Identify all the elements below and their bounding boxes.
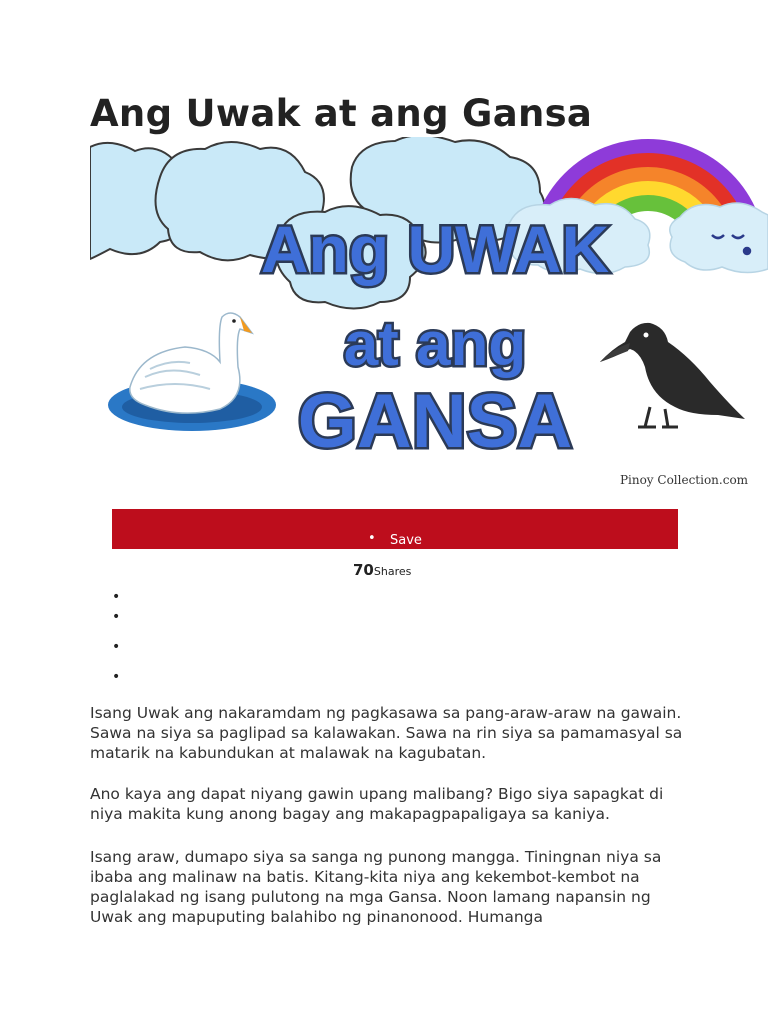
- pinterest-share-button[interactable]: [112, 639, 132, 655]
- hero-title-line2: at ang: [343, 310, 527, 379]
- hero-title-line3: GANSA: [297, 379, 573, 464]
- save-bar: [112, 509, 678, 549]
- story-paragraph: Ano kaya ang dapat niyang gawin upang malibang? Bigo siya sapagkat di niya makita kung anong bagay ang makapagpapaligaya sa kaniya.: [90, 785, 664, 823]
- share-count-label: Shares: [373, 565, 412, 578]
- twitter-share-button[interactable]: [112, 609, 132, 625]
- story-paragraph: Isang araw, dumapo siya sa sanga ng punong mangga. Tiningnan niya sa ibaba ang malinaw na batis. Kitang-kita niya ang kekembot-kembot na paglalakad ng isang pulutong na mga Gansa. Noon lamang napansin ng Uwak ang mapuputing balahibo ng pinanonood. Humanga: [90, 848, 662, 926]
- hero-image: [90, 137, 768, 507]
- email-share-button[interactable]: [112, 669, 132, 685]
- hero-title-line1: Ang UWAK: [260, 212, 610, 286]
- save-label: Save: [390, 533, 422, 548]
- page-title: Ang Uwak at ang Gansa: [90, 92, 593, 135]
- swan-icon: [108, 313, 276, 431]
- facebook-share-button[interactable]: [112, 589, 132, 605]
- share-count-number: 70: [353, 561, 374, 579]
- save-button[interactable]: [368, 531, 422, 548]
- crow-icon: [600, 323, 745, 427]
- bullet-icon: •: [368, 531, 376, 546]
- share-count: [353, 560, 411, 579]
- hero-credit: Pinoy Collection.com: [619, 473, 749, 487]
- story-paragraph: Isang Uwak ang nakaramdam ng pagkasawa sa pang-araw-araw na gawain. Sawa na siya sa paglipad sa kalawakan. Sawa na rin siya sa pamamasyal sa matarik na kabundukan at malawak na kagubatan.: [90, 704, 683, 762]
